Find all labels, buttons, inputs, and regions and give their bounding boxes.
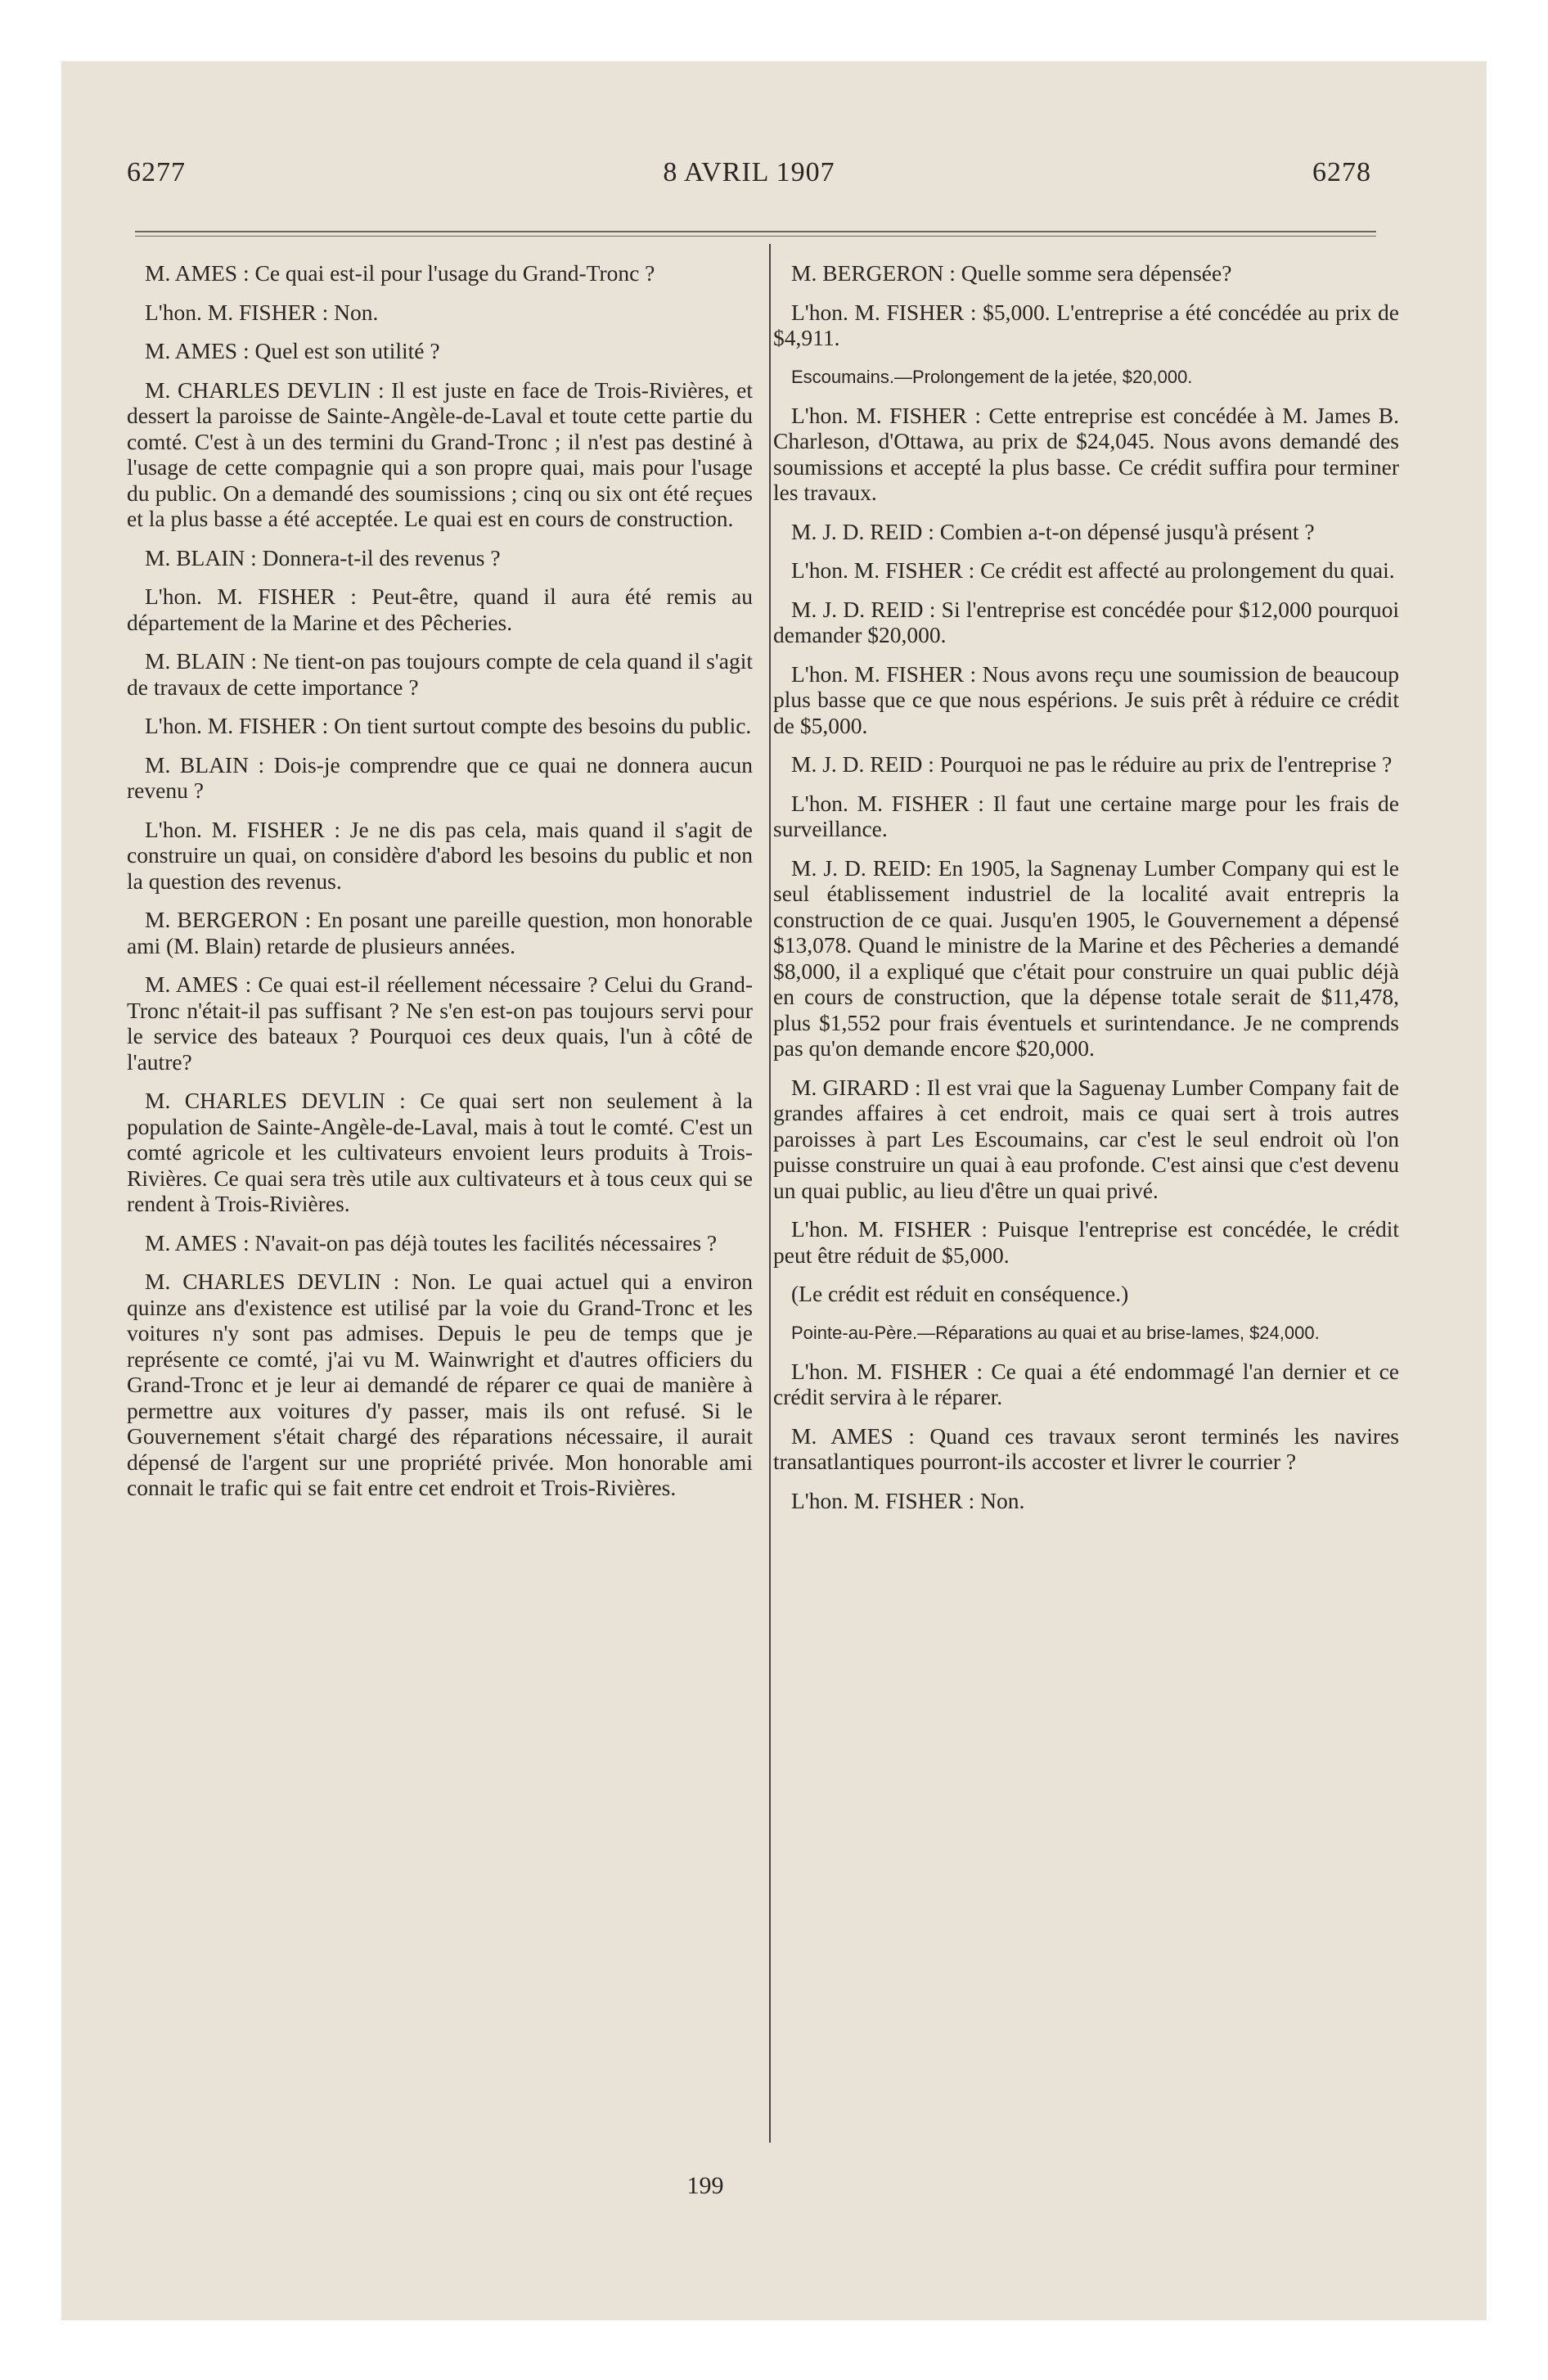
paragraph: M. CHARLES DEVLIN : Il est juste en face de Trois-Rivières, et dessert la paroisse de Sainte-Angèle-de-Laval et toute cette partie du comté. C'est à un des termini du Grand-Tronc ; il n'est pas destiné à l'usage de cette compagnie qui a son propre quai, mais pour l'usage du public. On a demandé des soumissions ; cinq ou six ont été reçues et la plus basse a été acceptée. Le quai est en cours de construction. xyxy=(127,376,753,531)
column-divider xyxy=(769,244,771,2143)
paragraph: M. AMES : N'avait-on pas déjà toutes les facilités nécessaires ? xyxy=(145,1229,718,1255)
paragraph: M. BERGERON : En posant une pareille question, mon honorable ami (M. Blain) retarde de plusieurs années. xyxy=(127,907,753,958)
paragraph: M. BLAIN : Ne tient-on pas toujours compte de cela quand il s'agit de travaux de cette importance ? xyxy=(127,648,753,700)
budget-item: Pointe-au-Père.—Réparations au quai et au brise-lames, $24,000. xyxy=(791,1322,1320,1343)
paragraph: L'hon. M. FISHER : Ce quai a été endommagé l'an dernier et ce crédit servira à le réparer. xyxy=(773,1358,1399,1409)
paragraph: M. BLAIN : Donnera-t-il des revenus ? xyxy=(145,544,501,570)
paragraph: L'hon. M. FISHER : Il faut une certaine marge pour les frais de surveillance. xyxy=(773,790,1399,841)
paragraph: M. GIRARD : Il est vrai que la Saguenay Lumber Company fait de grandes affaires à cet endroit, mais ce quai sert à trois autres paroisses à part Les Escoumains, car c'est le seul endroit où l'on puisse construire un quai à eau profonde. C'est ainsi que c'est devenu un quai public, au lieu d'être un quai privé. xyxy=(773,1074,1399,1203)
paragraph: M. CHARLES DEVLIN : Non. Le quai actuel qui a environ quinze ans d'existence est utilisé par la voie du Grand-Tronc et les voitures n'y sont pas admises. Depuis le peu de temps que je représente ce comté, j'ai vu M. Wainwright et d'autres officiers du Grand-Tronc et je leur ai demandé de réparer ce quai de manière à permettre aux voitures d'y passer, mais ils ont refusé. Si le Gouvernement s'était chargé des réparations nécessaire, il aurait dépensé de l'argent sur une propriété privée. Mon honorable ami connait le trafic qui se fait entre cet endroit et Trois-Rivières. xyxy=(127,1269,753,1500)
header-rule-thin xyxy=(135,236,1376,237)
left-page-number: 6277 xyxy=(127,157,186,187)
paragraph: M. J. D. REID : Pourquoi ne pas le réduire au prix de l'entreprise ? xyxy=(791,751,1393,777)
left-column xyxy=(127,260,753,1514)
paragraph: L'hon. M. FISHER : Non. xyxy=(791,1487,1025,1513)
paragraph: L'hon. M. FISHER : Je ne dis pas cela, mais quand il s'agit de construire un quai, on considère d'abord les besoins du public et non la question des revenus. xyxy=(127,816,753,894)
paragraph: M. AMES : Quand ces travaux seront terminés les navires transatlantiques pourront-ils accoster et livrer le courrier ? xyxy=(773,1422,1399,1474)
right-column xyxy=(773,260,1399,1526)
paragraph: L'hon. M. FISHER : On tient surtout compte des besoins du public. xyxy=(145,713,752,738)
right-page-number: 6278 xyxy=(1312,157,1371,187)
header-date: 8 AVRIL 1907 xyxy=(663,157,835,187)
paragraph: L'hon. M. FISHER : Non. xyxy=(145,299,379,325)
header-rule xyxy=(135,231,1376,232)
page-header xyxy=(127,157,1371,198)
paragraph: M. CHARLES DEVLIN : Ce quai sert non seulement à la population de Sainte-Angèle-de-Laval, mais à tout le comté. C'est un comté agricole et les cultivateurs envoient leurs produits à Trois-Rivières. Ce quai sera très utile aux cultivateurs et à tous ceux qui se rendent à Trois-Rivières. xyxy=(127,1088,753,1216)
paragraph: M. AMES : Quel est son utilité ? xyxy=(145,338,440,363)
budget-item: Escoumains.—Prolongement de la jetée, $20,000. xyxy=(791,366,1193,387)
paragraph: M. J. D. REID : Si l'entreprise est concédée pour $12,000 pourquoi demander $20,000. xyxy=(773,596,1399,647)
paragraph: M. J. D. REID : Combien a-t-on dépensé jusqu'à présent ? xyxy=(791,518,1315,544)
paragraph: (Le crédit est réduit en conséquence.) xyxy=(791,1281,1129,1306)
paragraph: L'hon. M. FISHER : $5,000. L'entreprise a été concédée au prix de $4,911. xyxy=(773,299,1399,350)
paragraph: L'hon. M. FISHER : Peut-être, quand il aura été remis au département de la Marine et des Pêcheries. xyxy=(127,584,753,635)
paragraph: L'hon. M. FISHER : Puisque l'entreprise est concédée, le crédit peut être réduit de $5,000. xyxy=(773,1216,1399,1268)
paragraph: M. J. D. REID: En 1905, la Sagnenay Lumber Company qui est le seul établissement industriel de la localité avait entrepris la construction de ce quai. Jusqu'en 1905, le Gouvernement a dépensé $13,078. Quand le ministre de la Marine et des Pêcheries a demandé $8,000, il a expliqué que c'était pour construire un quai public déjà en cours de construction, que la dépense totale serait de $11,478, plus $1,552 pour frais éventuels et surintendance. Je ne comprends pas qu'on demande encore $20,000. xyxy=(773,854,1399,1061)
paragraph: M. BERGERON : Quelle somme sera dépensée? xyxy=(791,260,1232,286)
paragraph: L'hon. M. FISHER : Cette entreprise est concédée à M. James B. Charleson, d'Ottawa, au prix de $24,045. Nous avons demandé des soumissions et accepté la plus basse. Ce crédit suffira pour terminer les travaux. xyxy=(773,402,1399,505)
folio-number: 199 xyxy=(686,2172,724,2199)
paragraph: M. AMES : Ce quai est-il réellement nécessaire ? Celui du Grand-Tronc n'était-il pas suffisant ? Ne s'en est-on pas toujours servi pour le service des bateaux ? Pourquoi ces deux quais, l'un à côté de l'autre? xyxy=(127,971,753,1075)
paragraph: L'hon. M. FISHER : Ce crédit est affecté au prolongement du quai. xyxy=(791,557,1395,583)
paragraph: L'hon. M. FISHER : Nous avons reçu une soumission de beaucoup plus basse que ce que nous espérions. Je suis prêt à réduire ce crédit de $5,000. xyxy=(773,660,1399,738)
paragraph: M. AMES : Ce quai est-il pour l'usage du Grand-Tronc ? xyxy=(145,260,655,286)
paragraph: M. BLAIN : Dois-je comprendre que ce quai ne donnera aucun revenu ? xyxy=(127,751,753,803)
